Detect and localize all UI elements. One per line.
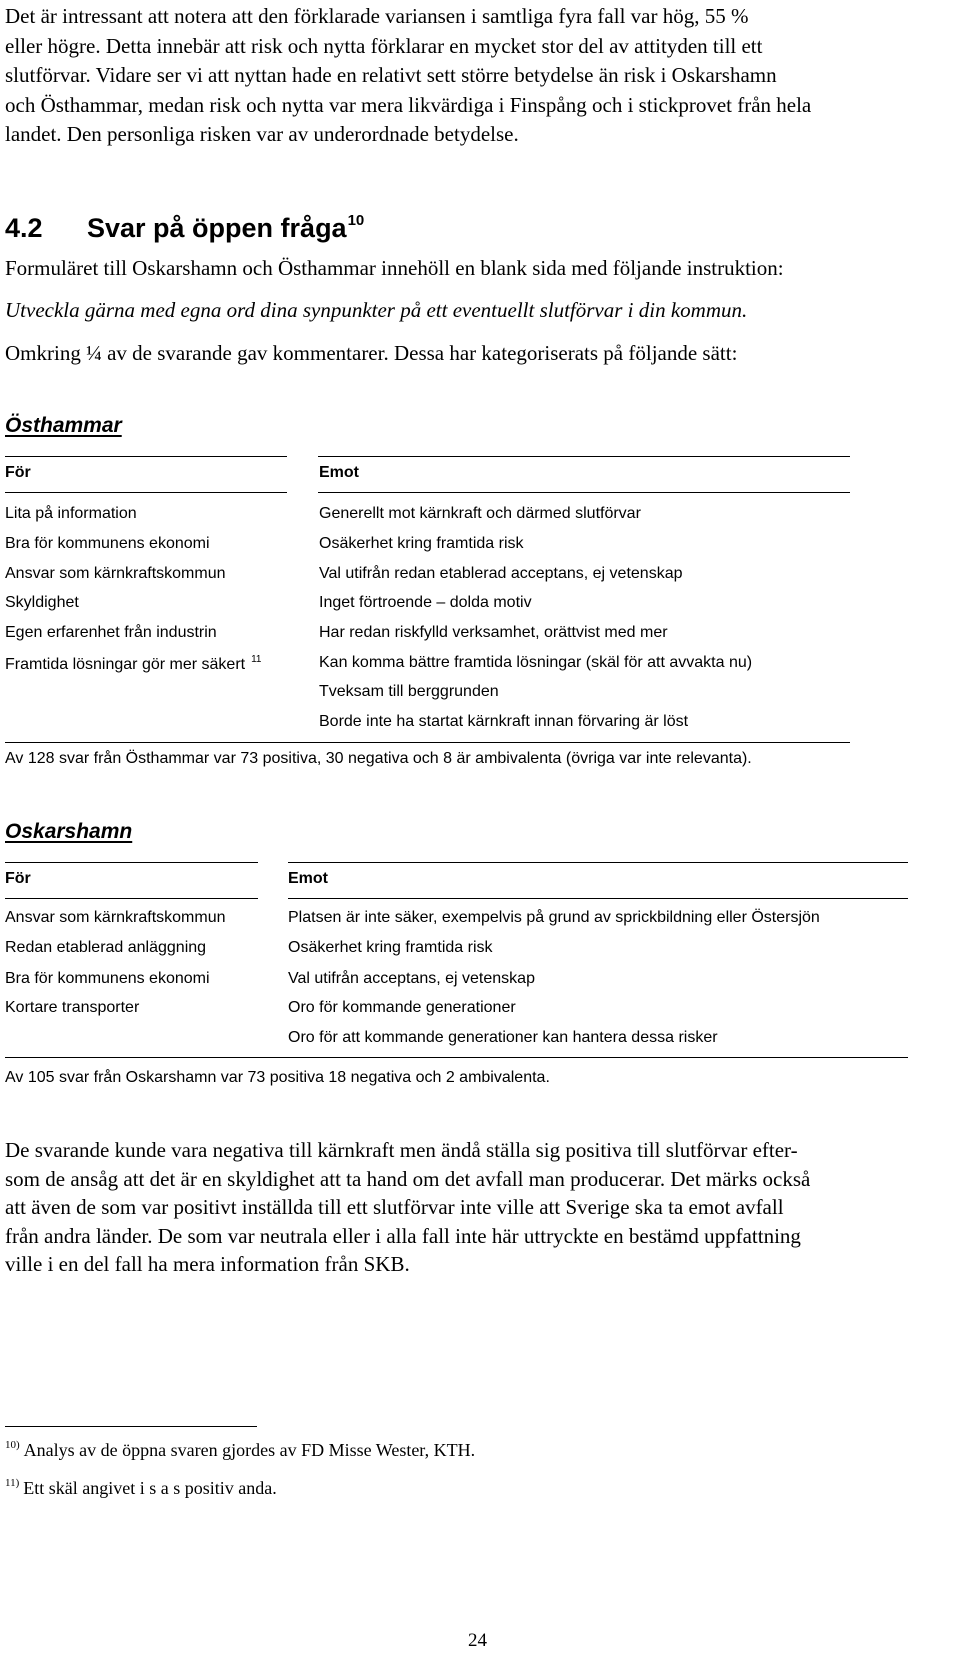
closing-line: att även de som var positivt inställda till ett slutförvar inte ville att Sverige ska ta emot avfall [5,1195,784,1219]
footnote [5,1477,277,1499]
for-item: Bra för kommunens ekonomi [5,970,210,987]
osthammar-heading: Östhammar [5,414,122,437]
emot-item: Osäkerhet kring framtida risk [319,535,524,552]
table-rule [5,1057,908,1058]
instruction-text: Utveckla gärna med egna ord dina synpunkter på ett eventuellt slutförvar i din kommun. [5,298,748,322]
table-rule [5,898,258,899]
closing-line: som de ansåg att det är en skyldighet att ta hand om det avfall man producerar. Det märks också [5,1166,811,1191]
for-item [5,654,261,674]
emot-item: Har redan riskfylld verksamhet, orättvist med mer [319,624,668,641]
summary-text: Omkring ¼ av de svarande gav kommentarer. Dessa har kategoriserats på följande sätt: [5,341,738,365]
col-header-emot: Emot [288,870,328,887]
oskarshamn-summary: Av 105 svar från Oskarshamn var 73 positiva 18 negativa och 2 ambivalenta. [5,1069,550,1086]
col-header-emot: Emot [319,464,359,481]
intro-line: Det är intressant att notera att den förklarade variansen i samtliga fyra fall var hög, 55 % [5,4,749,28]
closing-line: från andra länder. De som var neutrala eller i alla fall inte här uttryckte en bestämd uppfattning [5,1223,801,1248]
table-rule [288,862,908,863]
table-rule [5,456,287,457]
table-rule [5,862,258,863]
section-intro-text: Formuläret till Oskarshamn och Östhammar innehöll en blank sida med följande instruktion: [5,256,784,280]
footnote [5,1439,475,1461]
closing-line: ville i en del fall ha mera information från SKB. [5,1252,410,1276]
col-header-for: För [5,870,31,887]
for-item: Egen erfarenhet från industrin [5,624,217,641]
col-header-for: För [5,464,31,481]
footnote-text: Analys av de öppna svaren gjordes av FD Misse Wester, KTH. [23,1440,476,1460]
emot-item: Oro för att kommande generationer kan hantera dessa risker [288,1029,718,1046]
for-item: Lita på information [5,505,137,522]
intro-line: och Östhammar, medan risk och nytta var mera likvärdiga i Finspång och i stickprovet från hela [5,92,812,117]
footnote-ref: 11 [251,654,262,665]
emot-item: Oro för kommande generationer [288,999,516,1016]
intro-paragraph [5,2,955,150]
emot-item: Generellt mot kärnkraft och därmed slutförvar [319,505,641,522]
for-item: Ansvar som kärnkraftskommun [5,565,226,582]
page-number: 24 [468,1630,487,1651]
table-rule [5,742,850,743]
emot-item: Val utifrån redan etablerad acceptans, ej vetenskap [319,565,683,582]
footnote-marker: 11) [5,1477,20,1489]
emot-item: Val utifrån acceptans, ej vetenskap [288,970,535,987]
for-item: Ansvar som kärnkraftskommun [5,909,226,926]
closing-line: De svarande kunde vara negativa till kärnkraft men ändå ställa sig positiva till slutförvar efter- [5,1138,798,1162]
for-item: Skyldighet [5,594,79,611]
for-item-text: Framtida lösningar gör mer säkert [5,656,246,673]
intro-line: slutförvar. Vidare ser vi att nyttan hade en relativt sett större betydelse än risk i Oskarshamn [5,63,777,87]
intro-line: landet. Den personliga risken var av underordnade betydelse. [5,122,519,146]
emot-item: Inget förtroende – dolda motiv [319,594,532,611]
emot-item: Osäkerhet kring framtida risk [288,939,493,956]
oskarshamn-heading: Oskarshamn [5,820,133,843]
for-item: Redan etablerad anläggning [5,939,207,956]
emot-item: Platsen är inte säker, exempelvis på grund av sprickbildning eller Östersjön [288,909,820,926]
table-rule [5,492,287,493]
osthammar-summary: Av 128 svar från Östhammar var 73 positiva, 30 negativa och 8 är ambivalenta (övriga var inte relevanta). [5,750,752,767]
section-heading [5,212,364,244]
footnote-text: Ett skäl angivet i s a s positiv anda. [23,1478,277,1498]
footnote-rule [5,1426,257,1427]
table-rule [318,456,850,457]
emot-item: Tveksam till berggrunden [319,683,499,700]
emot-item: Borde inte ha startat kärnkraft innan förvaring är löst [319,713,689,730]
for-item: Bra för kommunens ekonomi [5,535,210,552]
section-number: 4.2 [5,213,43,243]
closing-paragraph [5,1136,945,1279]
table-rule [288,898,908,899]
emot-item: Kan komma bättre framtida lösningar (skäl för att avvakta nu) [319,654,753,671]
section-title: Svar på öppen fråga [87,213,347,243]
intro-line: eller högre. Detta innebär att risk och nytta förklarar en mycket stor del av attityden till ett [5,33,763,58]
footnote-marker: 10) [5,1439,20,1451]
table-rule [318,492,850,493]
for-item: Kortare transporter [5,999,140,1016]
footnote-ref: 10 [347,212,365,229]
